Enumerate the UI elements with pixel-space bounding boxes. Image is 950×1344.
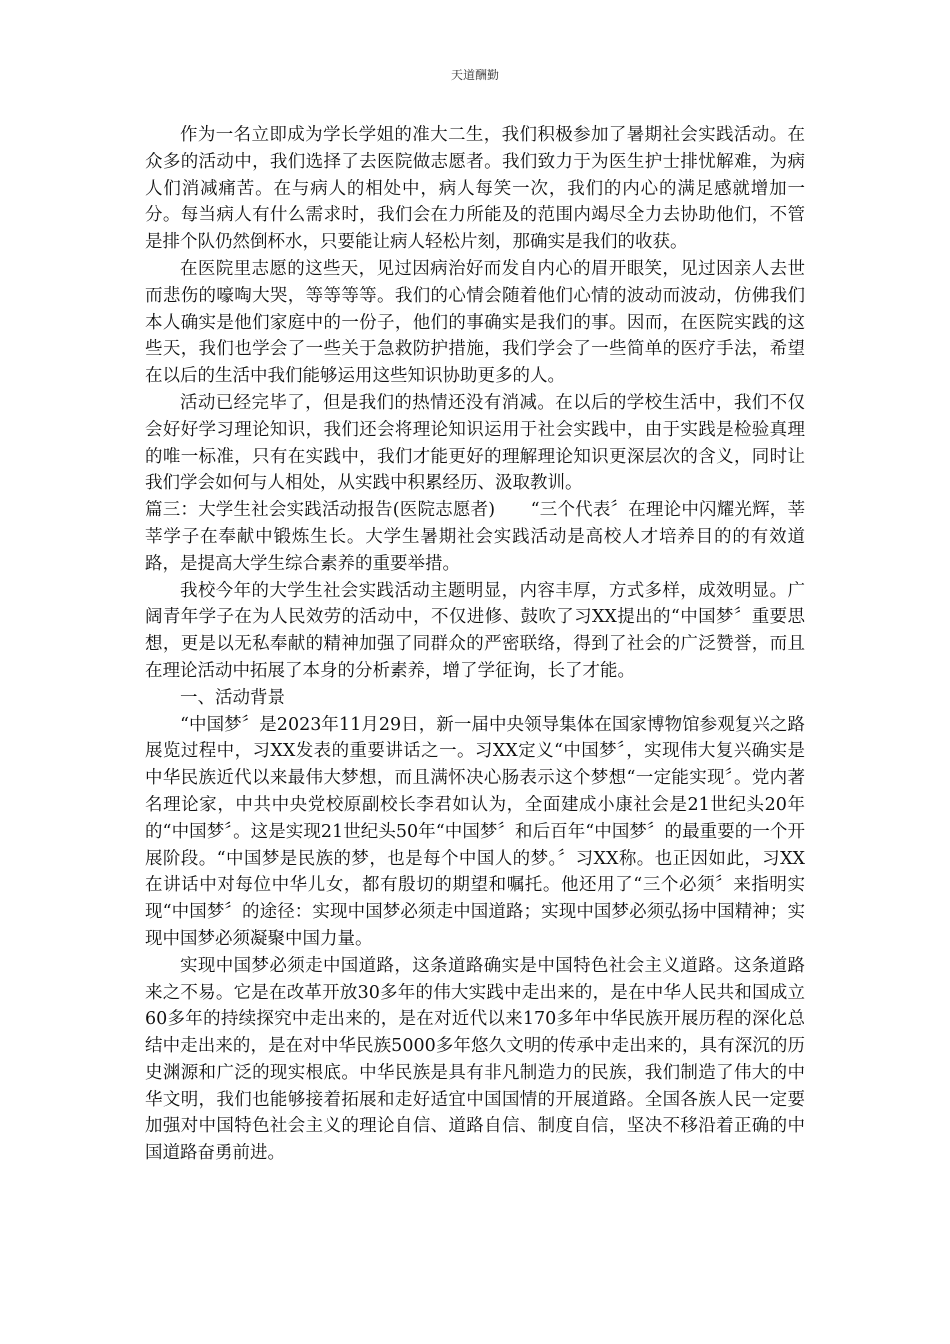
paragraph-1: 作为一名立即成为学长学姐的准大二生，我们积极参加了暑期社会实践活动。在众多的活动中，我们选择了去医院做志愿者。我们致力于为医生护士排忧解难，为病人们消减痛苦。在与病人的相处中，病人每笑一次，我们的内心的满足感就增加一分。每当病人有什么需求时，我们会在力所能及的范围内竭尽全力去协助他们，不管是排个队仍然倒杯水，只要能让病人轻松片刻，那确实是我们的收获。 bbox=[145, 125, 805, 253]
document-body bbox=[145, 122, 805, 1167]
paragraph-8: 实现中国梦必须走中国道路，这条道路确实是中国特色社会主义道路。这条道路来之不易。它是在改革开放30多年的伟大实践中走出来的，是在中华人民共和国成立60多年的持续探究中走出来的，是在对近代以来170多年中华民族开展历程的深化总结中走出来的，是在对中华民族5000多年悠久文明的传承中走出来的，具有深沉的历史渊源和广泛的现实根底。中华民族是具有非凡制造力的民族，我们制造了伟大的中华文明，我们也能够接着拓展和走好适宜中国国情的开展道路。全国各族人民一定要加强对中国特色社会主义的理论自信、道路自信、制度自信，坚决不移沿着正确的中国道路奋勇前进。 bbox=[145, 955, 805, 1164]
section-heading-background: 一、活动背景 bbox=[180, 687, 285, 708]
paragraph-2: 在医院里志愿的这些天，见过因病治好而发自内心的眉开眼笑，见过因亲人去世而悲伤的嚎啕大哭，等等等等。我们的心情会随着他们心情的波动而波动，仿佛我们本人确实是他们家庭中的一份子，他们的事确实是我们的事。因而，在医院实践的这些天，我们也学会了一些关于急救防护措施，我们学会了一些简单的医疗手法，希望在以后的生活中我们能够运用这些知识协助更多的人。 bbox=[145, 258, 805, 387]
page-header: 天道酬勤 bbox=[450, 68, 499, 82]
paragraph-report-title: 篇三：大学生社会实践活动报告(医院志愿者) “三个代表〞在理论中闪耀光辉，莘莘学子在奉献中锻炼生长。大学生暑期社会实践活动是高校人才培养目的的有效道路，是提高大学生综合素养的重要举措。 bbox=[145, 500, 805, 574]
paragraph-7: “中国梦〞是2023年11月29日，新一届中央领导集体在国家博物馆参观复兴之路展览过程中，习XX发表的重要讲话之一。习XX定义“中国梦〞，实现伟大复兴确实是中华民族近代以来最伟大梦想，而且满怀决心肠表示这个梦想“一定能实现〞。党内著名理论家，中共中央党校原副校长李君如认为，全面建成小康社会是21世纪头20年的“中国梦〞。这是实现21世纪头50年“中国梦〞和后百年“中国梦〞的最重要的一个开展阶段。“中国梦是民族的梦，也是每个中国人的梦。〞习XX称。也正因如此，习XX在讲话中对每位中华儿女，都有殷切的期望和嘱托。他还用了“三个必须〞来指明实现“中国梦〞的途径：实现中国梦必须走中国道路；实现中国梦必须弘扬中国精神；实现中国梦必须凝聚中国力量。 bbox=[145, 714, 805, 949]
paragraph-3: 活动已经完毕了，但是我们的热情还没有消减。在以后的学校生活中，我们不仅会好好学习理论知识，我们还会将理论知识运用于社会实践中，由于实践是检验真理的唯一标准，只有在实践中，我们才能更好的理解理论知识更深层次的含义，同时让我们学会如何与人相处，从实践中积累经历、汲取教训。 bbox=[145, 392, 805, 494]
paragraph-5: 我校今年的大学生社会实践活动主题明显，内容丰厚，方式多样，成效明显。广阔青年学子在为人民效劳的活动中，不仅进修、鼓吹了习XX提出的“中国梦〞重要思想，更是以无私奉献的精神加强了同群众的严密联络，得到了社会的广泛赞誉，而且在理论活动中拓展了本身的分析素养，增了学征询，长了才能。 bbox=[145, 580, 805, 681]
